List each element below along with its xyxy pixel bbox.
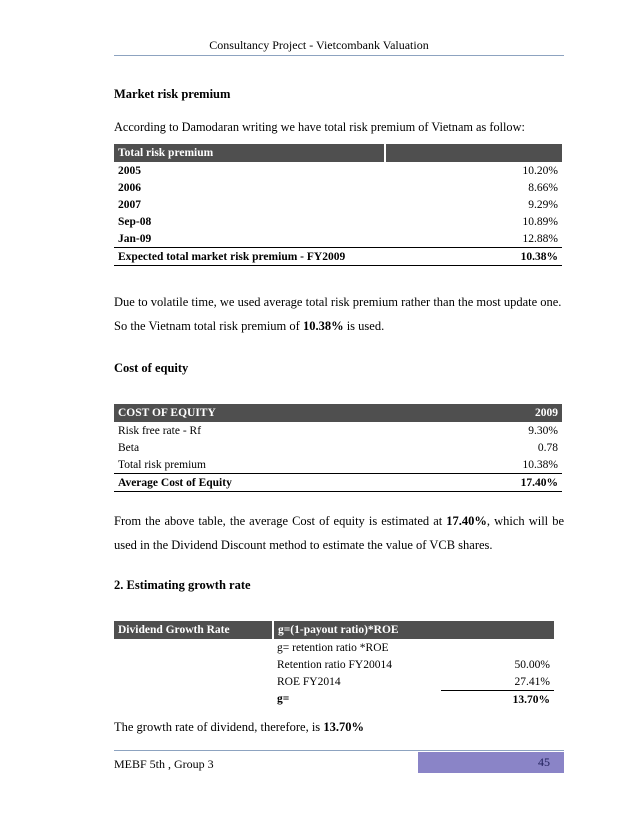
row-value: 12.88% xyxy=(385,230,562,248)
page-number: 45 xyxy=(418,752,564,773)
header-rule xyxy=(114,55,564,56)
row-label: Retention ratio FY20014 xyxy=(277,658,392,671)
row-label: Beta xyxy=(118,441,140,454)
cost-of-equity-table xyxy=(114,404,562,492)
row-value: 9.30% xyxy=(528,424,558,437)
market-risk-intro: According to Damodaran writing we have total risk premium of Vietnam as follow: xyxy=(114,120,525,134)
row-value: 8.66% xyxy=(528,181,558,194)
growth-conclusion xyxy=(114,715,564,739)
row-value xyxy=(441,639,554,656)
empty-cell xyxy=(114,656,273,673)
cost-of-equity-value: 17.40% xyxy=(446,514,487,528)
table-header-cell: g=(1-payout ratio)*ROE xyxy=(273,621,554,639)
risk-premium-value: 10.38% xyxy=(302,319,344,333)
table-header-cell: 2009 xyxy=(440,404,562,422)
heading-growth-rate: 2. Estimating growth rate xyxy=(114,578,251,592)
footer-rule xyxy=(114,750,564,751)
paragraph-line: Due to volatile time, we used average total risk premium rather than the most update one. xyxy=(114,295,562,309)
text-span: From the above table, the average Cost of equity is estimated at xyxy=(114,514,447,528)
total-label: g= xyxy=(277,693,290,706)
row-value: 10.38% xyxy=(440,456,562,474)
row-value: 50.00% xyxy=(514,658,550,671)
empty-cell xyxy=(114,639,273,656)
text-span: The growth rate of dividend, therefore, is xyxy=(114,720,324,734)
row-label: Sep-08 xyxy=(118,215,152,228)
row-label: 2007 xyxy=(118,198,141,211)
total-label: Average Cost of Equity xyxy=(114,474,440,492)
row-value: 27.41% xyxy=(441,673,554,691)
row-label: Risk free rate - Rf xyxy=(118,424,202,437)
empty-cell xyxy=(114,691,273,709)
row-value: 10.89% xyxy=(522,215,558,228)
table-header-cell: COST OF EQUITY xyxy=(114,404,440,422)
row-label: Total risk premium xyxy=(114,456,440,474)
growth-rate-table xyxy=(114,621,554,708)
text-span: is used. xyxy=(343,319,385,333)
page-header: Consultancy Project - Vietcombank Valuation xyxy=(209,38,429,52)
row-value: 0.78 xyxy=(537,441,558,454)
empty-cell xyxy=(114,673,273,691)
heading-market-risk-premium: Market risk premium xyxy=(114,87,231,101)
cost-of-equity-paragraph xyxy=(114,509,564,557)
table-header-cell: Total risk premium xyxy=(114,144,385,162)
row-value: 10.20% xyxy=(522,164,558,177)
risk-premium-table xyxy=(114,144,562,266)
row-label: Jan-09 xyxy=(114,230,385,248)
market-risk-paragraph xyxy=(114,290,564,338)
text-span: , which will be used in the Dividend Discount method to estimate the value of VCB shares. xyxy=(114,514,564,552)
heading-cost-of-equity: Cost of equity xyxy=(114,361,189,375)
growth-rate-value: 13.70% xyxy=(323,720,364,734)
row-value: 9.29% xyxy=(528,198,558,211)
footer-label: MEBF 5th , Group 3 xyxy=(114,757,214,771)
row-label: g= retention ratio *ROE xyxy=(277,641,389,654)
table-header-cell: Dividend Growth Rate xyxy=(114,621,273,639)
row-label: 2006 xyxy=(118,181,141,194)
total-value: 13.70% xyxy=(512,693,550,706)
text-span: So the Vietnam total risk premium of xyxy=(114,319,303,333)
total-value: 17.40% xyxy=(440,474,562,492)
total-value: 10.38% xyxy=(385,248,562,266)
total-label: Expected total market risk premium - FY2009 xyxy=(114,248,385,266)
row-label: 2005 xyxy=(118,164,141,177)
row-label: ROE FY2014 xyxy=(277,675,341,688)
table-header-cell xyxy=(385,144,562,162)
paragraph-line xyxy=(114,314,564,338)
